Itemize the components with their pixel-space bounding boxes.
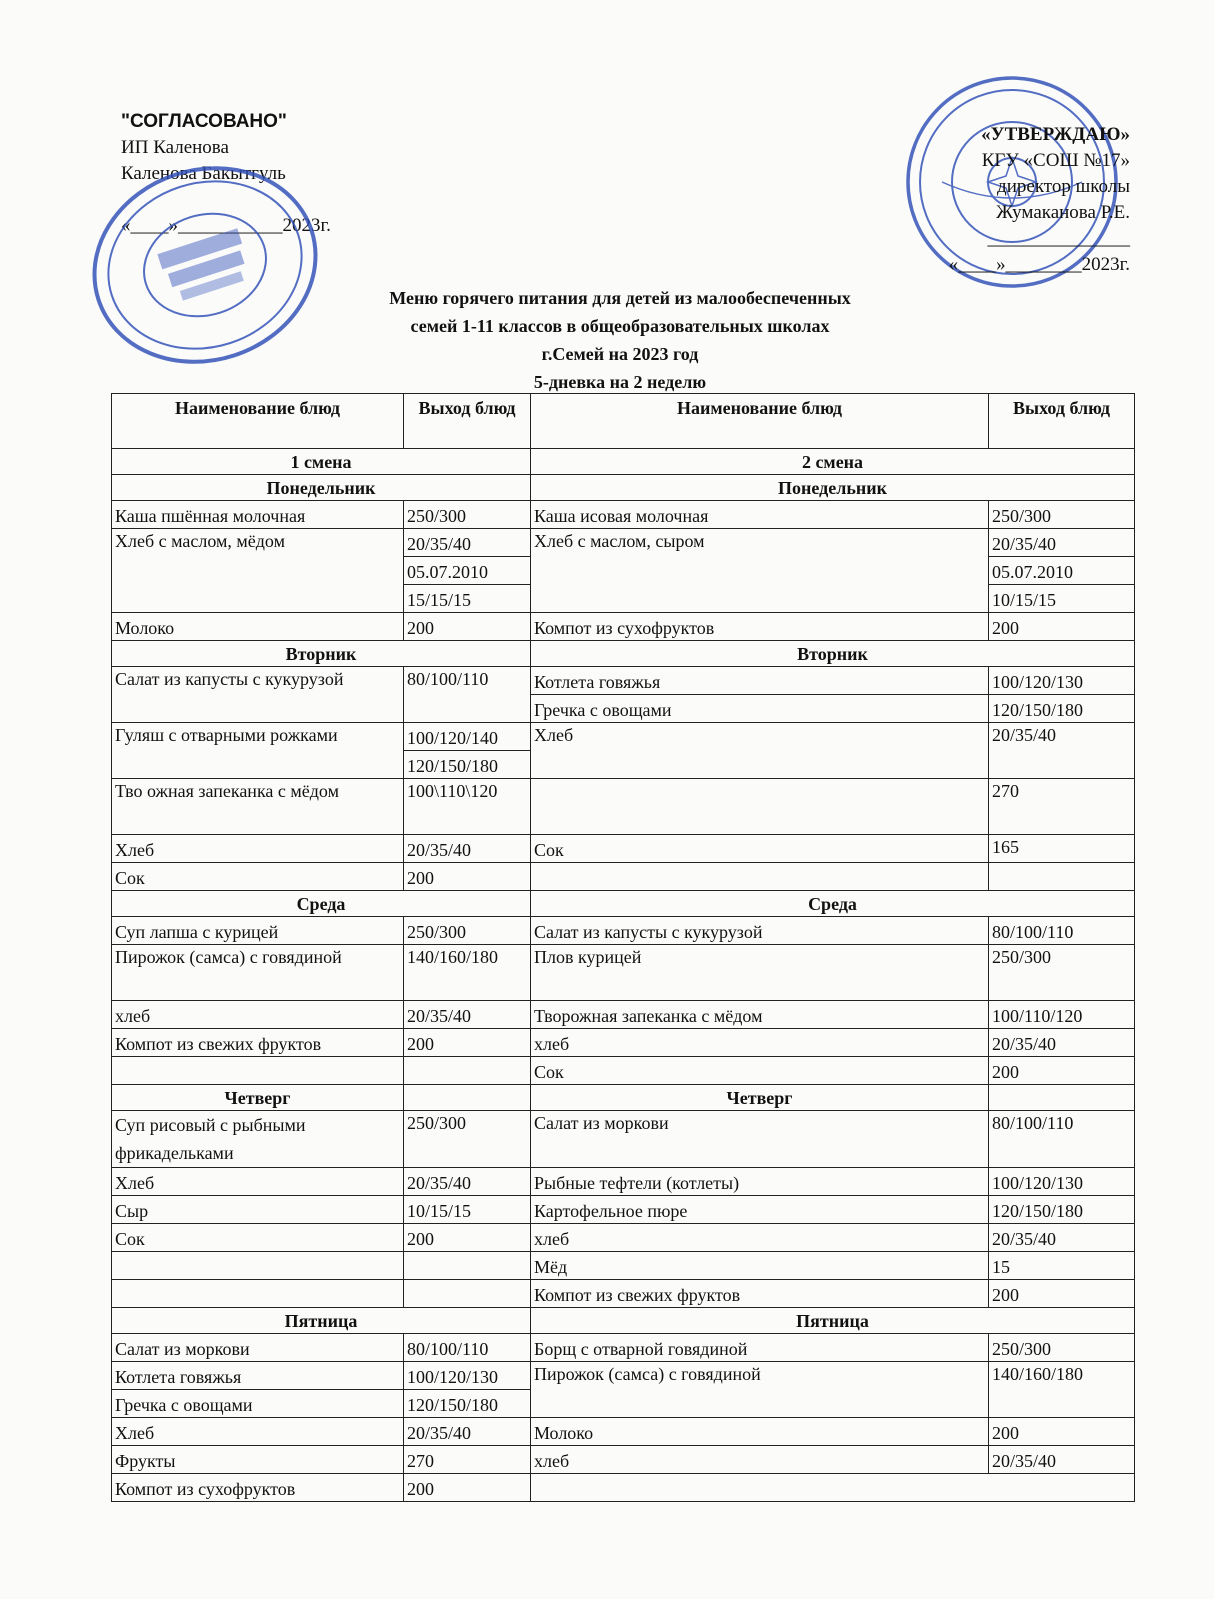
day-label: Среда xyxy=(112,891,531,917)
portion-cell: 20/35/40 xyxy=(404,835,531,863)
dish-cell: Гречка с овощами xyxy=(112,1390,404,1418)
portion-cell: 200 xyxy=(989,1418,1135,1446)
dish-cell: Мёд xyxy=(531,1252,989,1280)
portion-cell: 100/120/130 xyxy=(989,667,1135,695)
dish-cell: Сыр xyxy=(112,1196,404,1224)
day-row-tuesday xyxy=(112,641,1135,667)
dish-cell xyxy=(112,1252,404,1280)
portion-cell: 200 xyxy=(404,1029,531,1057)
dish-cell: Борщ с отварной говядиной xyxy=(531,1334,989,1362)
dish-cell: хлеб xyxy=(531,1224,989,1252)
dish-cell: Сок xyxy=(531,1057,989,1085)
dish-cell: Хлеб xyxy=(112,835,404,863)
portion-cell: 120/150/180 xyxy=(989,695,1135,723)
portion-cell: 140/160/180 xyxy=(404,945,531,1001)
title-line3: г.Семей на 2023 год xyxy=(541,344,699,364)
approval-left-header: "СОГЛАСОВАНО" xyxy=(121,111,287,132)
day-row-friday xyxy=(112,1308,1135,1334)
table-row xyxy=(112,723,1135,751)
portion-cell: 20/35/40 xyxy=(404,1418,531,1446)
portion-cell xyxy=(404,1252,531,1280)
portion-cell: 100/120/140 xyxy=(404,723,531,751)
portion-cell: 200 xyxy=(989,1057,1135,1085)
dish-cell xyxy=(531,1474,1135,1502)
portion-cell: 200 xyxy=(989,613,1135,641)
dish-cell: Каша пшённая молочная xyxy=(112,501,404,529)
dish-cell xyxy=(112,1280,404,1308)
dish-cell: Суп лапша с курицей xyxy=(112,917,404,945)
day-label: Понедельник xyxy=(112,475,531,501)
dish-cell: Сок xyxy=(112,863,404,891)
title-line2: семей 1-11 классов в общеобразовательных школах xyxy=(410,316,830,336)
dish-cell xyxy=(531,779,989,835)
portion-cell: 200 xyxy=(989,1280,1135,1308)
dish-cell: Компот из свежих фруктов xyxy=(112,1029,404,1057)
dish-cell: Салат из капусты с кукурузой xyxy=(531,917,989,945)
table-row xyxy=(112,1001,1135,1029)
portion-cell: 80/100/110 xyxy=(989,917,1135,945)
portion-cell: 20/35/40 xyxy=(404,1168,531,1196)
table-row xyxy=(112,1057,1135,1085)
document-title xyxy=(300,284,940,396)
portion-cell: 20/35/40 xyxy=(404,1001,531,1029)
dish-cell: Компот из свежих фруктов xyxy=(531,1280,989,1308)
table-row xyxy=(112,1168,1135,1196)
table-row xyxy=(112,1111,1135,1168)
portion-cell: 100\110\120 xyxy=(404,779,531,835)
table-row xyxy=(112,1334,1135,1362)
day-label: Пятница xyxy=(531,1308,1135,1334)
stamp-left-seal xyxy=(85,160,325,370)
shift1-label: 1 смена xyxy=(112,449,531,475)
portion-cell: 200 xyxy=(404,1474,531,1502)
dish-cell: Салат из капусты с кукурузой xyxy=(112,667,404,723)
dish-cell: Фрукты xyxy=(112,1446,404,1474)
day-label-blank xyxy=(404,1085,531,1111)
day-label: Пятница xyxy=(112,1308,531,1334)
table-row xyxy=(112,1362,1135,1390)
portion-cell: 120/150/180 xyxy=(404,1390,531,1418)
portion-cell: 100/120/130 xyxy=(989,1168,1135,1196)
dish-cell: Пирожок (самса) с говядиной xyxy=(531,1362,989,1418)
day-row-monday xyxy=(112,475,1135,501)
dish-cell: Салат из моркови xyxy=(112,1334,404,1362)
portion-cell: 250/300 xyxy=(404,917,531,945)
portion-cell xyxy=(404,1280,531,1308)
portion-cell: 270 xyxy=(989,779,1135,835)
table-row xyxy=(112,667,1135,695)
dish-cell: хлеб xyxy=(531,1446,989,1474)
portion-cell xyxy=(989,863,1135,891)
day-label: Вторник xyxy=(531,641,1135,667)
dish-cell: Хлеб с маслом, сыром xyxy=(531,529,989,613)
table-row xyxy=(112,1252,1135,1280)
table-row xyxy=(112,529,1135,557)
portion-cell: 165 xyxy=(989,835,1135,863)
portion-cell: 200 xyxy=(404,613,531,641)
table-row xyxy=(112,613,1135,641)
dish-cell: Сок xyxy=(531,835,989,863)
table-row xyxy=(112,779,1135,835)
portion-cell: 15/15/15 xyxy=(404,585,531,613)
dish-cell: Хлеб xyxy=(112,1418,404,1446)
portion-cell: 200 xyxy=(404,1224,531,1252)
shift2-label: 2 смена xyxy=(531,449,1135,475)
portion-cell: 80/100/110 xyxy=(989,1111,1135,1168)
portion-cell: 20/35/40 xyxy=(404,529,531,557)
approval-right xyxy=(910,122,1130,278)
approval-left-line2: Каленова Бакытгуль xyxy=(121,163,286,184)
dish-cell: Хлеб xyxy=(531,723,989,779)
portion-cell: 10/15/15 xyxy=(404,1196,531,1224)
table-row xyxy=(112,1196,1135,1224)
day-label: Четверг xyxy=(531,1085,989,1111)
portion-cell: 100/120/130 xyxy=(404,1362,531,1390)
dish-cell: Пирожок (самса) с говядиной xyxy=(112,945,404,1001)
approval-right-header: «УТВЕРЖДАЮ» xyxy=(981,124,1130,145)
portion-cell: 250/300 xyxy=(989,501,1135,529)
dish-cell: Картофельное пюре xyxy=(531,1196,989,1224)
header-dish-name-2: Наименование блюд xyxy=(531,394,989,449)
table-row xyxy=(112,1474,1135,1502)
dish-cell: Рыбные тефтели (котлеты) xyxy=(531,1168,989,1196)
table-row xyxy=(112,945,1135,1001)
title-line1: Меню горячего питания для детей из малообеспеченных xyxy=(389,288,851,308)
portion-cell: 20/35/40 xyxy=(989,1224,1135,1252)
day-label: Вторник xyxy=(112,641,531,667)
day-label: Четверг xyxy=(112,1085,404,1111)
approval-right-line2: директор школы xyxy=(997,176,1130,197)
portion-cell: 20/35/40 xyxy=(989,1029,1135,1057)
portion-cell: 140/160/180 xyxy=(989,1362,1135,1418)
dish-cell: Салат из моркови xyxy=(531,1111,989,1168)
approval-right-line4: _______________ xyxy=(987,228,1130,249)
table-row xyxy=(112,1029,1135,1057)
portion-cell: 250/300 xyxy=(404,1111,531,1168)
dish-cell: Котлета говяжья xyxy=(531,667,989,695)
dish-cell: Плов курицей xyxy=(531,945,989,1001)
dish-cell: Компот из сухофруктов xyxy=(112,1474,404,1502)
table-row xyxy=(112,835,1135,863)
header-dish-name-1: Наименование блюд xyxy=(112,394,404,449)
day-label: Понедельник xyxy=(531,475,1135,501)
menu-table xyxy=(111,393,1135,1502)
portion-cell: 120/150/180 xyxy=(989,1196,1135,1224)
table-row xyxy=(112,1446,1135,1474)
portion-cell: 250/300 xyxy=(989,1334,1135,1362)
header-portion-2: Выход блюд xyxy=(989,394,1135,449)
dish-cell: Тво ожная запеканка с мёдом xyxy=(112,779,404,835)
portion-cell: 15 xyxy=(989,1252,1135,1280)
portion-cell: 100/110/120 xyxy=(989,1001,1135,1029)
dish-cell: Хлеб с маслом, мёдом xyxy=(112,529,404,613)
table-header-row xyxy=(112,394,1135,449)
portion-cell: 20/35/40 xyxy=(989,723,1135,779)
dish-cell: Каша исовая молочная xyxy=(531,501,989,529)
dish-cell: Компот из сухофруктов xyxy=(531,613,989,641)
header-portion-1: Выход блюд xyxy=(404,394,531,449)
portion-cell: 270 xyxy=(404,1446,531,1474)
day-label-blank xyxy=(989,1085,1135,1111)
dish-cell: Суп рисовый с рыбными фрикадельками xyxy=(112,1111,404,1168)
approval-right-date: «____»________2023г. xyxy=(948,254,1130,275)
shift-row xyxy=(112,449,1135,475)
approval-right-line1: КГУ «СОШ №17» xyxy=(981,150,1130,171)
approval-left-line1: ИП Каленова xyxy=(121,137,229,158)
day-row-thursday xyxy=(112,1085,1135,1111)
portion-cell: 80/100/110 xyxy=(404,1334,531,1362)
portion-cell: 20/35/40 xyxy=(989,529,1135,557)
approval-right-line3: Жумаканова Р.Е. xyxy=(996,202,1130,223)
table-row xyxy=(112,501,1135,529)
dish-cell xyxy=(112,1057,404,1085)
dish-cell: хлеб xyxy=(112,1001,404,1029)
portion-cell: 80/100/110 xyxy=(404,667,531,723)
portion-cell: 200 xyxy=(404,863,531,891)
portion-cell: 250/300 xyxy=(404,501,531,529)
table-row xyxy=(112,917,1135,945)
portion-cell: 10/15/15 xyxy=(989,585,1135,613)
dish-cell: Молоко xyxy=(531,1418,989,1446)
dish-cell: Сок xyxy=(112,1224,404,1252)
table-row xyxy=(112,1280,1135,1308)
dish-cell: Гречка с овощами xyxy=(531,695,989,723)
portion-cell: 05.07.2010 xyxy=(404,557,531,585)
table-row xyxy=(112,1418,1135,1446)
portion-cell: 250/300 xyxy=(989,945,1135,1001)
day-label: Среда xyxy=(531,891,1135,917)
table-row xyxy=(112,1224,1135,1252)
dish-cell xyxy=(531,863,989,891)
day-row-wednesday xyxy=(112,891,1135,917)
title-line4: 5-дневка на 2 неделю xyxy=(533,372,707,392)
dish-cell: Молоко xyxy=(112,613,404,641)
table-row xyxy=(112,863,1135,891)
dish-cell: Гуляш с отварными рожками xyxy=(112,723,404,779)
portion-cell: 20/35/40 xyxy=(989,1446,1135,1474)
dish-cell: Творожная запеканка с мёдом xyxy=(531,1001,989,1029)
dish-cell: Котлета говяжья xyxy=(112,1362,404,1390)
approval-left-date: «____»___________2023г. xyxy=(121,215,331,236)
dish-cell: Хлеб xyxy=(112,1168,404,1196)
portion-cell: 120/150/180 xyxy=(404,751,531,779)
dish-cell: хлеб xyxy=(531,1029,989,1057)
portion-cell: 05.07.2010 xyxy=(989,557,1135,585)
portion-cell xyxy=(404,1057,531,1085)
